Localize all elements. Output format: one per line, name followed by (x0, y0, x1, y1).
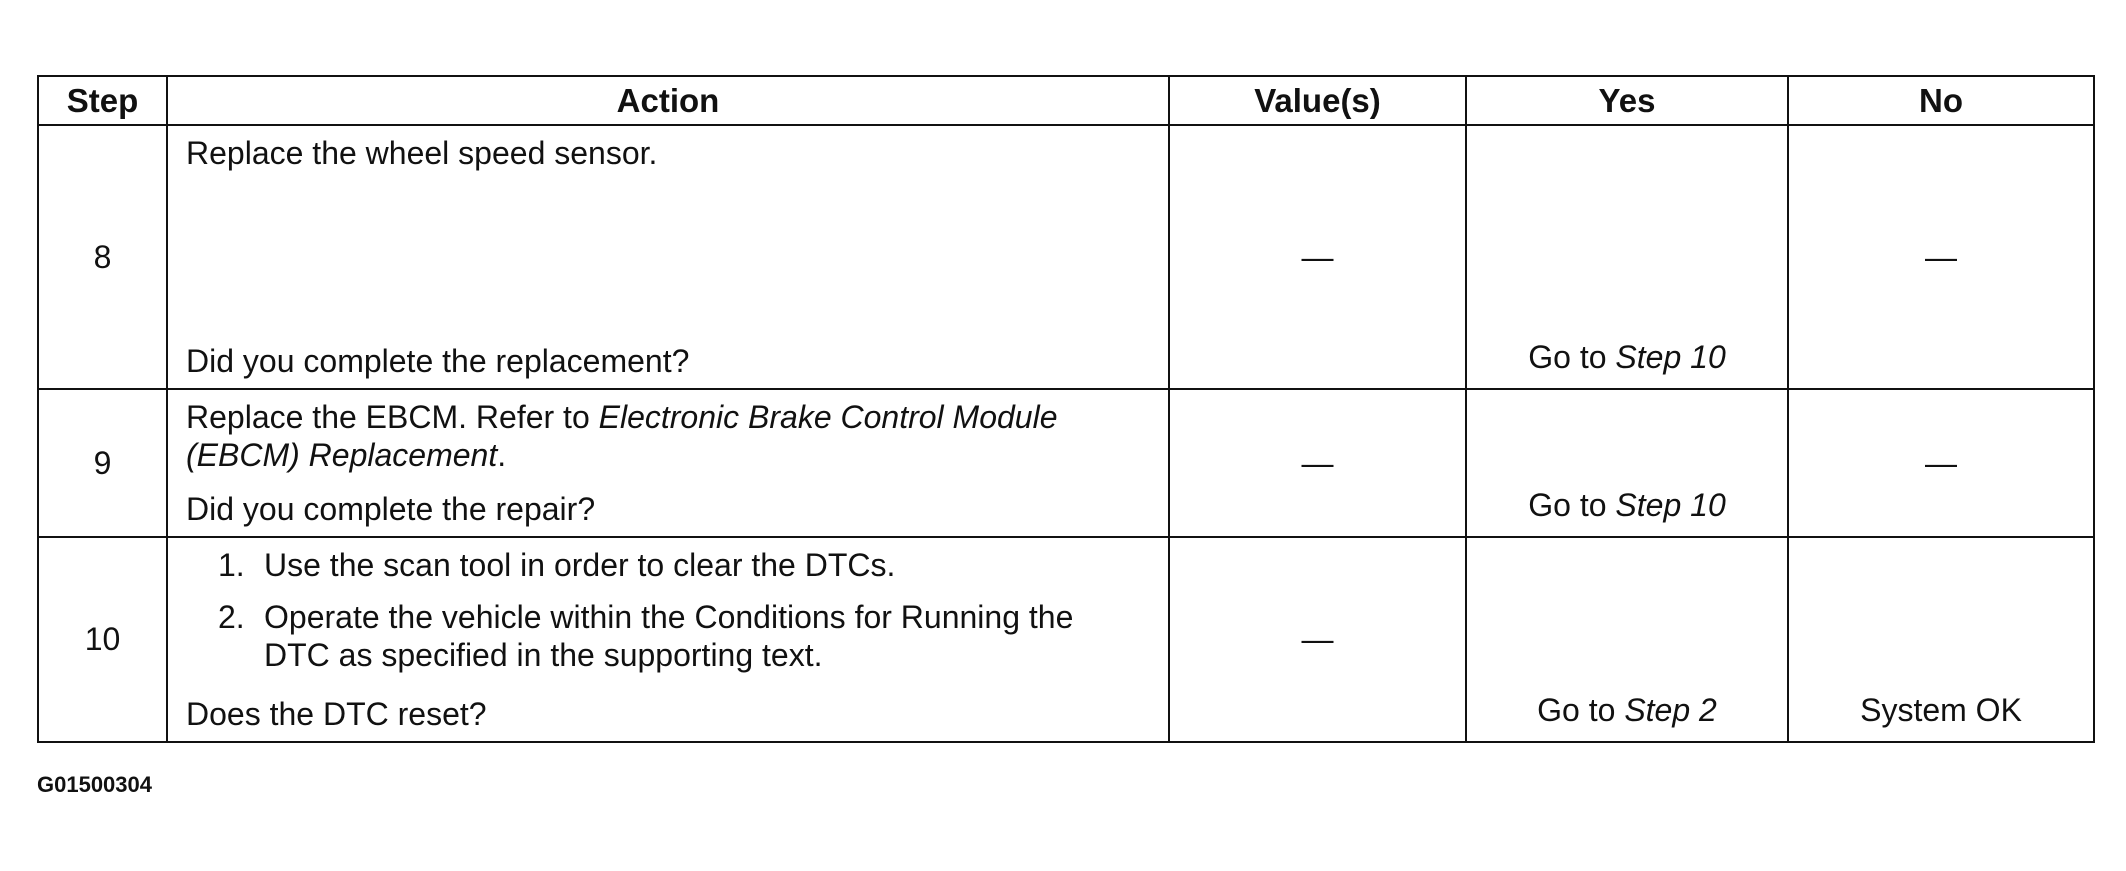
header-yes: Yes (1466, 76, 1788, 125)
substep-number: 2. (218, 599, 245, 635)
substep-text: Operate the vehicle within the Conditions for Running the DTC as specified in the supporting text. (264, 599, 1074, 673)
no-cell (1788, 537, 2094, 742)
header-step: Step (38, 76, 167, 125)
action-cell (167, 537, 1169, 742)
yes-cell (1466, 537, 1788, 742)
yes-prefix: Go to (1537, 692, 1625, 728)
figure-id: G01500304 (37, 772, 152, 797)
table-row (38, 389, 2094, 537)
yes-step-link[interactable]: Step 10 (1615, 487, 1726, 523)
action-instruction: Replace the wheel speed sensor. (186, 135, 658, 171)
action-question: Does the DTC reset? (186, 696, 487, 732)
no-cell (1788, 389, 2094, 537)
no-dash: — (1925, 238, 1957, 275)
yes-step-link[interactable]: Step 2 (1624, 692, 1717, 728)
header-action: Action (167, 76, 1169, 125)
step-number: 8 (38, 125, 167, 389)
table-header-row (38, 76, 2094, 125)
action-text: Replace the EBCM. Refer to (186, 399, 599, 435)
values-cell (1169, 389, 1466, 537)
no-dash: — (1925, 444, 1957, 481)
values-dash: — (1301, 621, 1334, 657)
table-row (38, 537, 2094, 742)
step-number: 10 (38, 537, 167, 742)
yes-step-link[interactable]: Step 10 (1615, 339, 1726, 375)
substep-item (186, 598, 1148, 674)
action-question: Did you complete the repair? (186, 491, 596, 527)
action-suffix: . (497, 437, 507, 473)
values-cell (1169, 125, 1466, 389)
action-instruction (186, 398, 1148, 474)
values-dash: — (1301, 238, 1334, 275)
action-reference-link[interactable]: Electronic Brake Control Module (EBCM) Replacement (186, 399, 1058, 473)
yes-prefix: Go to (1528, 487, 1616, 523)
header-no: No (1788, 76, 2094, 125)
values-cell (1169, 537, 1466, 742)
diagnostic-table-wrapper (37, 75, 2093, 743)
no-cell (1788, 125, 2094, 389)
yes-cell (1466, 125, 1788, 389)
action-cell (167, 389, 1169, 537)
action-cell (167, 125, 1169, 389)
table-row (38, 125, 2094, 389)
no-result: System OK (1860, 692, 2022, 728)
yes-prefix: Go to (1528, 339, 1616, 375)
substep-number: 1. (218, 547, 245, 583)
yes-cell (1466, 389, 1788, 537)
diagnostic-steps-table (37, 75, 2095, 743)
header-values: Value(s) (1169, 76, 1466, 125)
values-dash: — (1301, 444, 1334, 481)
substep-item (186, 546, 1148, 584)
step-number: 9 (38, 389, 167, 537)
action-substeps (186, 546, 1148, 688)
substep-text: Use the scan tool in order to clear the DTCs. (264, 547, 896, 583)
action-question: Did you complete the replacement? (186, 343, 690, 379)
substep-list (186, 546, 1148, 674)
